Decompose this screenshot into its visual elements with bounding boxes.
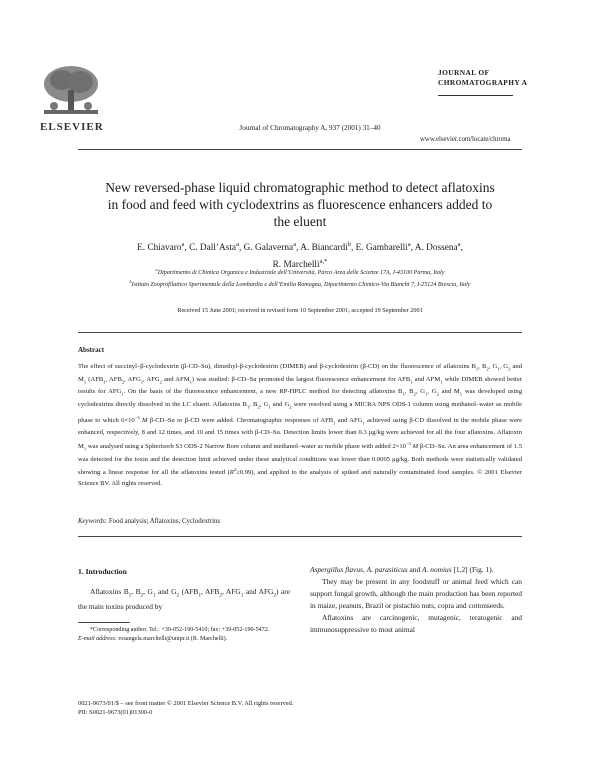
keywords: Keywords: Food analysis; Aflatoxins; Cyclodextrins xyxy=(78,518,221,525)
abstract-top-rule xyxy=(78,332,522,333)
intro-right-column: Aspergillus flavus, A. parasiticus and A. nomius [1,2] (Fig. 1). They may be present in any foodstuff or animal feed which can support fungal growth, although the main production has been reported in maize, peanuts, Brazil or pistachio nuts, copra and cottonseeds. Aflatoxins are carcinogenic, mutagenic, teratogenic and immunosuppressive to most animal xyxy=(310,565,522,634)
elsevier-tree-logo xyxy=(40,64,102,118)
intro-paragraph-3: Aflatoxins are carcinogenic, mutagenic, teratogenic and immunosuppressive to most animal xyxy=(310,613,522,634)
abstract-text: The effect of succinyl–β-cyclodextrin (β-CD–Su), dimethyl-β-cyclodextrin (DIMEB) and β-cyclodextrin (β-CD) on the fluorescence of aflatoxins $B_1$, $B_2$, $G_1$, $G_2$ and $M_1$ ($AFB_1$, $AFB_2$, $AFG_1$, $AFG_2$ and $AFM_1$) was studied: β-CD–Su promoted the largest fluorescence enhancement for $AFB_1$ and $AFM_1$ while DIMEB showed better results for $AFG_1$. On the basis of the fluorescence enhancement, a new RP-HPLC method for detecting aflatoxins $B_1$, $B_2$, $G_1$, $G_2$ and $M_1$ was developed using cyclodextrins directly dissolved in the LC eluent. Aflatoxins $B_1$, $B_2$, $G_1$ and $G_2$ were resolved using a MICRA NPS ODS-1 column using methanol–water as mobile phase to which $6\times 10^{-3}$ M β-CD–Su or β-CD were added. Chromatographic responses of $AFB_1$ and $AFG_1$ achieved using β-CD dissolved in the mobile phase were enhanced, respectively, 8 and 12 times, and 10 and 15 times with β-CD–Su. Detection limits lower than 0.3 μg/kg were achieved for all the four aflatoxins. Aflatoxin $M_1$ was analysed using a Spherisorb S3 ODS-2 Narrow Bore column and methanol–water as mobile phase with added $2\times 10^{-3}$ M β-CD–Su. An area enhancement of 1.5 was detected for the toxin and the detection limit achieved under these analytical conditions was lower than 0.0005 μg/kg. Both methods were statistically validated showing a linear response for all the aflatoxins tested $(R^2\ge 0.99)$, and applied to the analysis of spiked and naturally contaminated food samples. © 2001 Elsevier Science BV. All rights reserved. xyxy=(78,363,523,487)
author-list: E. Chiavaro$^a$, C. Dall’Asta$^a$, G. Galaverna$^a$, A. Biancardi$^b$, E. Gambarelli$^a$, A. Dossena$^a$, R. Marchelli$^{a,*}$ xyxy=(137,241,463,271)
section-heading-introduction: 1. Introduction xyxy=(78,567,127,576)
footnote-rule xyxy=(78,622,130,623)
abstract-heading: Abstract xyxy=(78,346,105,354)
abstract-bottom-rule xyxy=(78,536,522,537)
header-rule xyxy=(78,149,522,150)
footer-pii: PII: S0021-9673(01)01300-0 xyxy=(78,708,153,716)
publisher-name: ELSEVIER xyxy=(40,121,104,133)
affiliation-a: Dipartimento di Chimica Organica e Industriale dell’Università, Parco Area delle Scienze 17A, I-43100 Parma, Italy xyxy=(157,270,445,277)
journal-reference: Journal of Chromatography A, 937 (2001) 31–40 xyxy=(239,124,381,132)
intro-paragraph-2: They may be present in any foodstuff or animal feed which can support fungal growth, although the main production has been reported in maize, peanuts, Brazil or pistachio nuts, copra and cottonseeds. xyxy=(310,577,522,610)
affiliation-b: Istituto Zooprofilattico Sperimentale della Lombardia e dell’Emilia Romagna, Dipartimento Chimico-Via Bianchi 7, I-25124 Brescia, Italy xyxy=(131,281,471,288)
journal-logo-line2: CHROMATOGRAPHY A xyxy=(438,78,528,87)
author-email[interactable]: rosangela.marchelli@unipr.it (R. Marchelli). xyxy=(118,636,228,642)
received-dates: Received 15 June 2001; received in revised form 10 September 2001; accepted 19 September 2001 xyxy=(177,307,423,314)
footer-issn: 0021-9673/01/$ – see front matter © 2001 Elsevier Science B.V. All rights reserved. xyxy=(78,700,294,707)
affiliations: $^a$Dipartimento di Chimica Organica e Industriale dell’Università, Parco Area delle Scienze 17A, I-43100 Parma, Italy $^b$Istituto Zooprofilattico Sperimentale della Lombardia e dell’Emilia Romagna, Dipartimento Chimico-Via Bianchi 7, I-25124 Brescia, Italy xyxy=(129,267,471,288)
journal-url[interactable]: www.elsevier.com/locate/chroma xyxy=(420,136,511,143)
journal-logo-line1: JOURNAL OF xyxy=(438,68,490,77)
page-footer xyxy=(78,700,293,717)
journal-logo xyxy=(438,68,527,96)
intro-left-column: Aflatoxins $B_1$, $B_2$, $G_1$ and $G_2$ ($AFB_1$, $AFB_2$, $AFG_1$ and $AFG_2$) are the main toxins produced by xyxy=(78,587,290,612)
article-title: New reversed-phase liquid chromatographic method to detect aflatoxins in food and feed with cyclodextrins as fluorescence enhancers added to the eluent xyxy=(105,180,495,229)
corresponding-footnote: *Corresponding author. Tel.: +39-052-190-5410; fax: +39-052-190-5472. E-mail address: rosangela.marchelli@unipr.it (R. Marchelli). xyxy=(78,627,270,642)
